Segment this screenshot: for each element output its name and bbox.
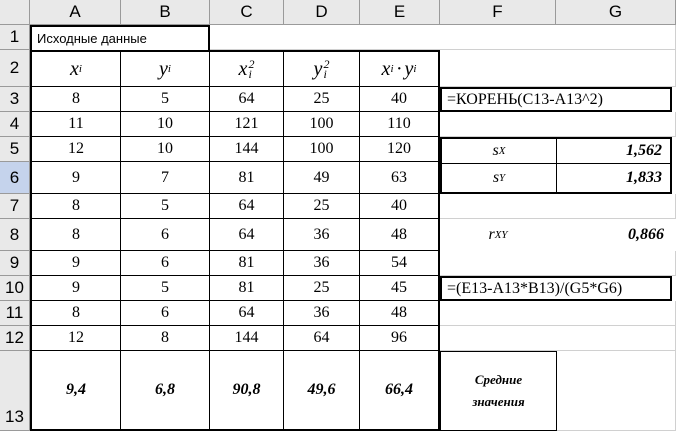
row-header-2[interactable]: 2 [0, 50, 30, 87]
header-symbol: x [238, 57, 248, 80]
header-dot: · [396, 57, 402, 80]
data-cell[interactable]: 64 [210, 219, 284, 251]
average-cell-c[interactable]: 90,8 [210, 351, 284, 431]
title-cell[interactable]: Исходные данные [30, 25, 210, 50]
gridline-g13 [556, 351, 676, 431]
header-cell-a[interactable] [30, 50, 121, 87]
row-header-4[interactable]: 4 [0, 112, 30, 137]
data-cell[interactable]: 96 [360, 326, 440, 351]
data-cell[interactable]: 45 [360, 276, 440, 301]
row-header-9[interactable]: 9 [0, 251, 30, 276]
data-cell[interactable]: 8 [30, 301, 121, 326]
data-cell[interactable]: 6 [121, 251, 210, 276]
row-header-1[interactable]: 1 [0, 25, 30, 50]
data-cell[interactable]: 144 [210, 137, 284, 162]
rxy-symbol: r [488, 226, 495, 243]
data-cell[interactable]: 40 [360, 87, 440, 112]
data-cell[interactable]: 100 [284, 112, 360, 137]
data-cell[interactable]: 48 [360, 301, 440, 326]
row-header-3[interactable]: 3 [0, 87, 30, 112]
data-cell[interactable]: 121 [210, 112, 284, 137]
data-cell[interactable]: 63 [360, 162, 440, 194]
row-header-13[interactable]: 13 [0, 351, 30, 431]
averages-label-line1: Средние [474, 372, 523, 387]
averages-label[interactable] [440, 351, 557, 431]
data-cell[interactable]: 64 [210, 194, 284, 219]
data-cell[interactable]: 36 [284, 301, 360, 326]
data-cell[interactable]: 64 [210, 301, 284, 326]
header-cell-c[interactable] [210, 50, 284, 87]
data-cell[interactable]: 8 [30, 194, 121, 219]
rxy-label[interactable] [440, 219, 556, 251]
header-cell-d[interactable] [284, 50, 360, 87]
average-cell-a[interactable]: 9,4 [30, 351, 121, 431]
column-header-a[interactable]: A [30, 0, 121, 25]
data-cell[interactable]: 5 [121, 276, 210, 301]
formula-corr-cell[interactable]: =(E13-A13*B13)/(G5*G6) [440, 276, 672, 301]
header-symbol: x [70, 57, 79, 80]
column-header-e[interactable]: E [360, 0, 440, 25]
data-cell[interactable]: 8 [30, 219, 121, 251]
data-cell[interactable]: 49 [284, 162, 360, 194]
data-cell[interactable]: 8 [121, 326, 210, 351]
header-cell-b[interactable] [121, 50, 210, 87]
data-cell[interactable]: 25 [284, 87, 360, 112]
sx-value[interactable]: 1,562 [556, 137, 672, 164]
data-cell[interactable]: 120 [360, 137, 440, 162]
average-cell-d[interactable]: 49,6 [284, 351, 360, 431]
data-cell[interactable]: 48 [360, 219, 440, 251]
row-header-5[interactable]: 5 [0, 137, 30, 162]
header-subscript: i [390, 63, 394, 75]
gridline-row7 [440, 194, 676, 219]
data-cell[interactable]: 6 [121, 219, 210, 251]
data-cell[interactable]: 81 [210, 276, 284, 301]
row-header-12[interactable]: 12 [0, 326, 30, 351]
data-cell[interactable]: 11 [30, 112, 121, 137]
header-subscript: i [167, 63, 171, 75]
data-cell[interactable]: 40 [360, 194, 440, 219]
row-header-6[interactable]: 6 [0, 162, 30, 194]
data-cell[interactable]: 7 [121, 162, 210, 194]
header-subscript: i [323, 67, 327, 81]
gridline-row11 [440, 301, 676, 326]
data-cell[interactable]: 64 [284, 326, 360, 351]
row-header-10[interactable]: 10 [0, 276, 30, 301]
column-header-b[interactable]: B [121, 0, 210, 25]
sy-label[interactable] [440, 163, 557, 194]
select-all-corner[interactable] [0, 0, 30, 25]
data-cell[interactable]: 100 [284, 137, 360, 162]
column-header-f[interactable]: F [440, 0, 556, 25]
data-cell[interactable]: 36 [284, 219, 360, 251]
row-header-11[interactable]: 11 [0, 301, 30, 326]
column-header-d[interactable]: D [284, 0, 360, 25]
data-cell[interactable]: 10 [121, 137, 210, 162]
gridline-row12 [440, 326, 676, 351]
gridline-row1 [210, 25, 676, 50]
gridline-row9 [440, 251, 676, 276]
data-cell[interactable]: 64 [210, 87, 284, 112]
row-header-8[interactable]: 8 [0, 219, 30, 251]
data-cell[interactable]: 12 [30, 137, 121, 162]
header-subscript: i [248, 67, 252, 81]
header-superscript: 2 [323, 57, 330, 71]
sy-symbol: s [492, 169, 500, 186]
data-cell[interactable]: 9 [30, 251, 121, 276]
data-cell[interactable]: 25 [284, 194, 360, 219]
average-cell-b[interactable]: 6,8 [121, 351, 210, 431]
data-cell[interactable]: 81 [210, 162, 284, 194]
data-cell[interactable]: 5 [121, 194, 210, 219]
rxy-subscript: XY [494, 229, 508, 241]
header-symbol: y [313, 57, 323, 80]
data-cell[interactable]: 10 [121, 112, 210, 137]
header-symbol: y [404, 57, 414, 80]
column-header-c[interactable]: C [210, 0, 284, 25]
header-subscript: i [413, 63, 417, 75]
data-cell[interactable]: 9 [30, 276, 121, 301]
header-subscript: i [78, 63, 82, 75]
sx-label[interactable] [440, 137, 557, 164]
data-cell[interactable]: 8 [30, 87, 121, 112]
data-cell[interactable]: 110 [360, 112, 440, 137]
data-cell[interactable]: 81 [210, 251, 284, 276]
row-header-7[interactable]: 7 [0, 194, 30, 219]
sx-symbol: s [492, 142, 499, 159]
header-symbol: y [159, 57, 168, 80]
sy-subscript: Y [499, 172, 506, 184]
data-cell[interactable]: 5 [121, 87, 210, 112]
average-cell-e[interactable]: 66,4 [360, 351, 440, 431]
data-cell[interactable]: 6 [121, 301, 210, 326]
header-symbol: x [381, 57, 391, 80]
data-cell[interactable]: 36 [284, 251, 360, 276]
column-header-g[interactable]: G [556, 0, 676, 25]
gridline-row4 [440, 112, 676, 137]
header-cell-e[interactable] [360, 50, 440, 87]
averages-label-line2: значения [472, 394, 525, 409]
data-cell[interactable]: 12 [30, 326, 121, 351]
data-cell[interactable]: 9 [30, 162, 121, 194]
formula-sqrt-cell[interactable]: =КОРЕНЬ(C13-A13^2) [440, 87, 672, 112]
gridline-row2 [440, 50, 676, 87]
sx-subscript: X [498, 145, 506, 157]
data-cell[interactable]: 25 [284, 276, 360, 301]
data-cell[interactable]: 54 [360, 251, 440, 276]
data-cell[interactable]: 144 [210, 326, 284, 351]
rxy-value[interactable]: 0,866 [628, 226, 664, 243]
header-superscript: 2 [248, 57, 255, 71]
sy-value[interactable]: 1,833 [556, 163, 672, 194]
